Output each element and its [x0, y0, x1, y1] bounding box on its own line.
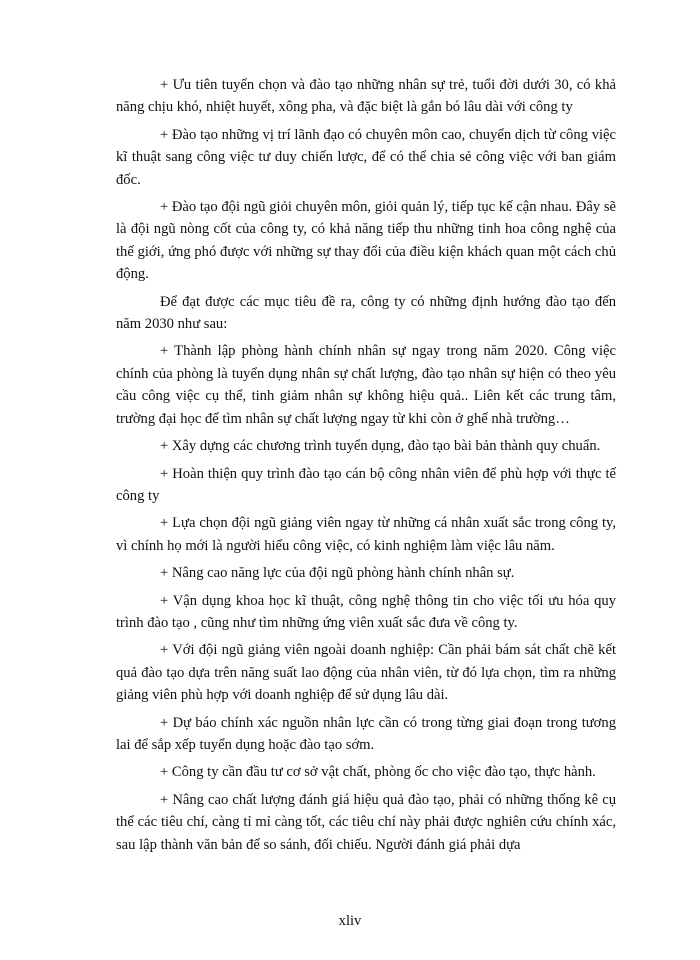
- paragraph-12: + Dự báo chính xác nguồn nhân lực cần có trong từng giai đoạn trong tương lai để sắp xếp tuyển dụng hoặc đào tạo sớm.: [116, 714, 616, 753]
- paragraph-11: + Với đội ngũ giảng viên ngoài doanh nghiệp: Cần phải bám sát chất chẽ kết quả đào tạo dựa trên năng suất lao động của nhân viên, từ đó lựa chọn, tìm ra những giảng viên phù hợp với doanh nghiệp để sử dụng lâu dài.: [116, 642, 616, 704]
- paragraph-7: + Hoàn thiện quy trình đào tạo cán bộ công nhân viên để phù hợp với thực tế công ty: [116, 465, 616, 504]
- paragraph-4: Để đạt được các mục tiêu đề ra, công ty có những định hướng đào tạo đến năm 2030 như sau:: [116, 293, 616, 333]
- paragraph-3: + Đào tạo đội ngũ giỏi chuyên môn, giỏi quản lý, tiếp tục kế cận nhau. Đây sẽ là đội ngũ nòng cốt của công ty, có khả năng tiếp thu những tinh hoa công nghệ của thế giới, ứng phó được với những sự thay đổi của điều kiện khách quan một cách chủ động.: [116, 199, 616, 283]
- body-text: [116, 74, 616, 861]
- paragraph-13: + Công ty cần đầu tư cơ sở vật chất, phòng ốc cho việc đào tạo, thực hành.: [160, 764, 596, 781]
- paragraph-10: + Vận dụng khoa học kĩ thuật, công nghệ thông tin cho việc tối ưu hóa quy trình đào tạo , cũng như tìm những ứng viên xuất sắc đưa về công ty.: [116, 592, 616, 631]
- paragraph-14: + Nâng cao chất lượng đánh giá hiệu quả đào tạo, phải có những thống kê cụ thể các tiêu chí, càng tỉ mỉ càng tốt, các tiêu chí này phải được nghiên cứu chính xác, sau lập thành văn bản để so sánh, đối chiếu. Người đánh giá phải dựa: [116, 791, 616, 853]
- paragraph-2: + Đào tạo những vị trí lãnh đạo có chuyên môn cao, chuyển dịch từ công việc kĩ thuật sang công việc tư duy chiến lược, để có thể chia sẻ công việc với ban giám đốc.: [116, 126, 616, 188]
- paragraph-8: + Lựa chọn đội ngũ giảng viên ngay từ những cá nhân xuất sắc trong công ty, vì chính họ mới là người hiểu công việc, có kinh nghiệm làm việc lâu năm.: [116, 515, 616, 554]
- paragraph-6: + Xây dựng các chương trình tuyển dụng, đào tạo bài bản thành quy chuẩn.: [160, 438, 601, 455]
- paragraph-5: + Thành lập phòng hành chính nhân sự ngay trong năm 2020. Công việc chính của phòng là tuyển dụng nhân sự chất lượng, đào tạo nhân sự hiện có theo yêu cầu công việc cụ thể, tinh giảm nhân sự không hiệu quả.. Liên kết các trung tâm, trường đại học để tìm nhân sự chất lượng ngay từ khi còn ở ghế nhà trường…: [116, 343, 616, 427]
- paragraph-9: + Nâng cao năng lực của đội ngũ phòng hành chính nhân sự.: [160, 565, 515, 582]
- page-number: xliv: [338, 913, 362, 929]
- paragraph-1: + Ưu tiên tuyển chọn và đào tạo những nhân sự trẻ, tuổi đời dưới 30, có khả năng chịu khó, nhiệt huyết, xông pha, và đặc biệt là gắn bó lâu dài với công ty: [116, 77, 616, 116]
